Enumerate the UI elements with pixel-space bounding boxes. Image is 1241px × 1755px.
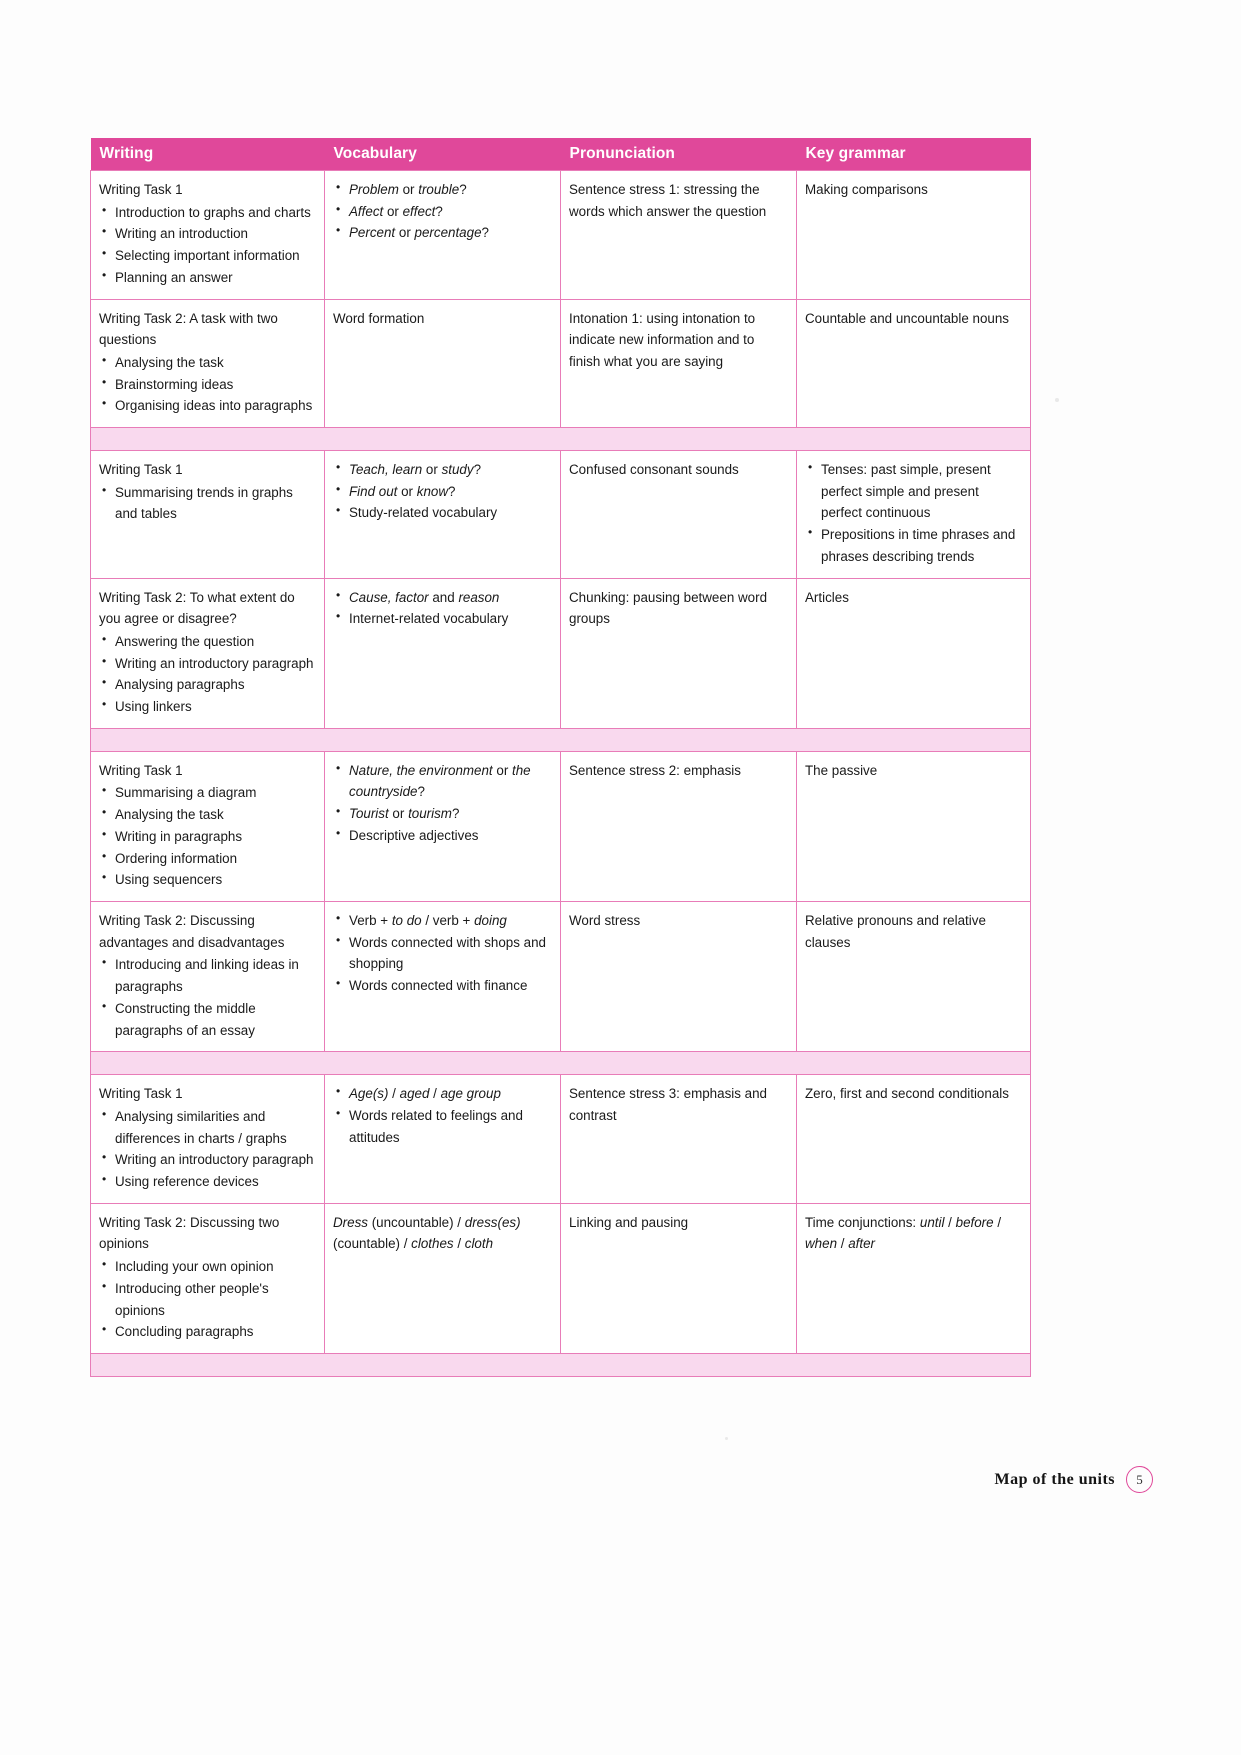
list-item: • Problem or trouble? (333, 179, 550, 201)
cell-pronunciation (561, 171, 797, 300)
cell-key-grammar-text: Countable and uncountable nouns (805, 310, 1010, 326)
list-item: • Analysing similarities and differences in charts / graphs (99, 1106, 314, 1149)
cell-key-grammar-text: Zero, first and second conditionals (805, 1086, 1009, 1102)
list-item: • Planning an answer (99, 267, 314, 289)
cell-key-grammar (797, 171, 1031, 300)
list-item: • Introducing and linking ideas in paragraphs (99, 954, 314, 997)
list-item: • Find out or know? (333, 481, 550, 503)
list-item: • Verb + to do / verb + doing (333, 910, 550, 932)
cell-vocabulary-bullets (333, 1083, 550, 1148)
cell-writing-bullets (99, 631, 314, 718)
list-item: • Descriptive adjectives (333, 825, 550, 847)
list-item: • Including your own opinion (99, 1256, 314, 1278)
cell-key-grammar-text: Relative pronouns and relative clauses (805, 912, 986, 950)
cell-vocabulary-text: Word formation (333, 310, 425, 326)
cell-pronunciation-text: Intonation 1: using intonation to indicate new information and to finish what you are saying (569, 310, 756, 369)
cell-writing-lead: Writing Task 2: To what extent do you agree or disagree? (99, 589, 295, 627)
list-item: • Analysing the task (99, 804, 314, 826)
cell-pronunciation-text: Confused consonant sounds (569, 462, 739, 478)
column-header-key-grammar: Key grammar (797, 138, 1031, 171)
cell-vocabulary-bullets (333, 760, 550, 847)
list-item: • Answering the question (99, 631, 314, 653)
cell-pronunciation-text: Linking and pausing (569, 1214, 689, 1230)
cell-key-grammar (797, 1075, 1031, 1204)
list-item: • Concluding paragraphs (99, 1321, 314, 1343)
cell-vocabulary (325, 751, 561, 901)
cell-vocabulary (325, 299, 561, 428)
list-item: • Age(s) / aged / age group (333, 1083, 550, 1105)
table-row (91, 451, 1031, 579)
cell-writing-lead: Writing Task 2: Discussing two opinions (99, 1214, 280, 1252)
cell-pronunciation (561, 451, 797, 579)
list-item: • Writing in paragraphs (99, 826, 314, 848)
cell-pronunciation (561, 299, 797, 428)
cell-vocabulary-bullets (333, 179, 550, 244)
cell-vocabulary (325, 1075, 561, 1204)
list-item: • Introducing other people's opinions (99, 1278, 314, 1321)
list-item: • Teach, learn or study? (333, 459, 550, 481)
cell-key-grammar (797, 751, 1031, 901)
table-row (91, 299, 1031, 428)
table-row (91, 1075, 1031, 1204)
list-item: • Brainstorming ideas (99, 374, 314, 396)
cell-writing-bullets (99, 782, 314, 891)
table-header (91, 138, 1031, 171)
unit-separator-band (91, 1052, 1031, 1075)
unit-separator-band (91, 728, 1031, 751)
cell-writing (91, 1075, 325, 1204)
cell-writing-lead: Writing Task 1 (99, 1086, 183, 1102)
list-item: • Summarising trends in graphs and tables (99, 482, 314, 525)
list-item: • Using linkers (99, 696, 314, 718)
cell-pronunciation-text: Sentence stress 2: emphasis (569, 762, 741, 778)
cell-pronunciation-text: Sentence stress 1: stressing the words which answer the question (569, 182, 767, 219)
cell-key-grammar-text: The passive (805, 762, 878, 778)
list-item: • Words connected with shops and shopping (333, 932, 550, 975)
cell-pronunciation (561, 578, 797, 728)
cell-vocabulary (325, 578, 561, 728)
cell-key-grammar-text: Time conjunctions: until / before / when / after (805, 1214, 1002, 1252)
cell-writing-lead: Writing Task 1 (99, 182, 183, 197)
cell-key-grammar-text: Making comparisons (805, 182, 928, 197)
cell-writing (91, 451, 325, 579)
cell-pronunciation-text: Chunking: pausing between word groups (569, 589, 768, 627)
cell-writing-bullets (99, 1106, 314, 1193)
footer-label: Map of the units (994, 1470, 1115, 1488)
list-item: • Words related to feelings and attitudes (333, 1105, 550, 1148)
cell-writing-bullets (99, 1256, 314, 1343)
list-item: • Tourist or tourism? (333, 803, 550, 825)
cell-key-grammar (797, 299, 1031, 428)
cell-vocabulary-bullets (333, 459, 550, 524)
cell-pronunciation (561, 1075, 797, 1204)
unit-separator-band (91, 1353, 1031, 1376)
table-body (91, 171, 1031, 1377)
cell-writing-bullets (99, 482, 314, 525)
cell-key-grammar (797, 901, 1031, 1051)
list-item: • Analysing paragraphs (99, 674, 314, 696)
table-row (91, 578, 1031, 728)
cell-key-grammar (797, 451, 1031, 579)
table-row (91, 171, 1031, 300)
table-row (91, 751, 1031, 901)
unit-separator-row (91, 1052, 1031, 1075)
table-row (91, 901, 1031, 1051)
column-header-pronunciation: Pronunciation (561, 138, 797, 171)
map-of-units-table-wrapper (90, 138, 1030, 1377)
cell-vocabulary (325, 171, 561, 300)
unit-separator-band (91, 428, 1031, 451)
cell-vocabulary-text: Dress (uncountable) / dress(es) (countable) / clothes / cloth (333, 1214, 521, 1252)
cell-vocabulary (325, 901, 561, 1051)
cell-writing (91, 171, 325, 300)
cell-writing (91, 578, 325, 728)
list-item: • Analysing the task (99, 352, 314, 374)
list-item: • Percent or percentage? (333, 222, 550, 244)
cell-pronunciation-text: Sentence stress 3: emphasis and contrast (569, 1086, 767, 1123)
cell-writing-bullets (99, 352, 314, 417)
cell-writing-bullets (99, 202, 314, 289)
list-item: • Internet-related vocabulary (333, 608, 550, 630)
column-header-vocabulary: Vocabulary (325, 138, 561, 171)
cell-pronunciation (561, 1203, 797, 1353)
list-item: • Summarising a diagram (99, 782, 314, 804)
unit-separator-row (91, 1353, 1031, 1376)
cell-key-grammar (797, 578, 1031, 728)
list-item: • Selecting important information (99, 245, 314, 267)
cell-vocabulary (325, 1203, 561, 1353)
list-item: • Using sequencers (99, 869, 314, 891)
list-item: • Writing an introductory paragraph (99, 1149, 314, 1171)
cell-key-grammar-bullets (805, 459, 1020, 568)
list-item: • Prepositions in time phrases and phrases describing trends (805, 524, 1020, 567)
list-item: • Tenses: past simple, present perfect simple and present perfect continuous (805, 459, 1020, 524)
unit-separator-row (91, 428, 1031, 451)
list-item: • Ordering information (99, 848, 314, 870)
list-item: • Affect or effect? (333, 201, 550, 223)
cell-writing (91, 1203, 325, 1353)
cell-key-grammar (797, 1203, 1031, 1353)
list-item: • Nature, the environment or the countryside? (333, 760, 550, 803)
column-header-writing: Writing (91, 138, 325, 171)
list-item: • Constructing the middle paragraphs of an essay (99, 998, 314, 1041)
cell-writing (91, 751, 325, 901)
unit-separator-row (91, 728, 1031, 751)
list-item: • Study-related vocabulary (333, 502, 550, 524)
page-footer (995, 1466, 1153, 1493)
list-item: • Writing an introductory paragraph (99, 653, 314, 675)
cell-key-grammar-text: Articles (805, 589, 849, 605)
list-item: • Words connected with finance (333, 975, 550, 997)
header-row (91, 138, 1031, 171)
list-item: • Introduction to graphs and charts (99, 202, 314, 224)
page-number-badge: 5 (1126, 1466, 1153, 1493)
cell-writing-lead: Writing Task 1 (99, 762, 183, 778)
cell-writing-bullets (99, 954, 314, 1041)
map-of-units-table (90, 138, 1031, 1377)
cell-vocabulary (325, 451, 561, 579)
cell-vocabulary-bullets (333, 587, 550, 630)
cell-writing (91, 901, 325, 1051)
list-item: • Writing an introduction (99, 223, 314, 245)
cell-writing-lead: Writing Task 1 (99, 462, 183, 478)
cell-writing-lead: Writing Task 2: Discussing advantages and disadvantages (99, 912, 285, 950)
cell-writing (91, 299, 325, 428)
cell-pronunciation-text: Word stress (569, 912, 641, 928)
cell-writing-lead: Writing Task 2: A task with two questions (99, 310, 278, 348)
list-item: • Cause, factor and reason (333, 587, 550, 609)
table-row (91, 1203, 1031, 1353)
cell-pronunciation (561, 901, 797, 1051)
cell-vocabulary-bullets (333, 910, 550, 997)
list-item: • Organising ideas into paragraphs (99, 395, 314, 417)
list-item: • Using reference devices (99, 1171, 314, 1193)
cell-pronunciation (561, 751, 797, 901)
